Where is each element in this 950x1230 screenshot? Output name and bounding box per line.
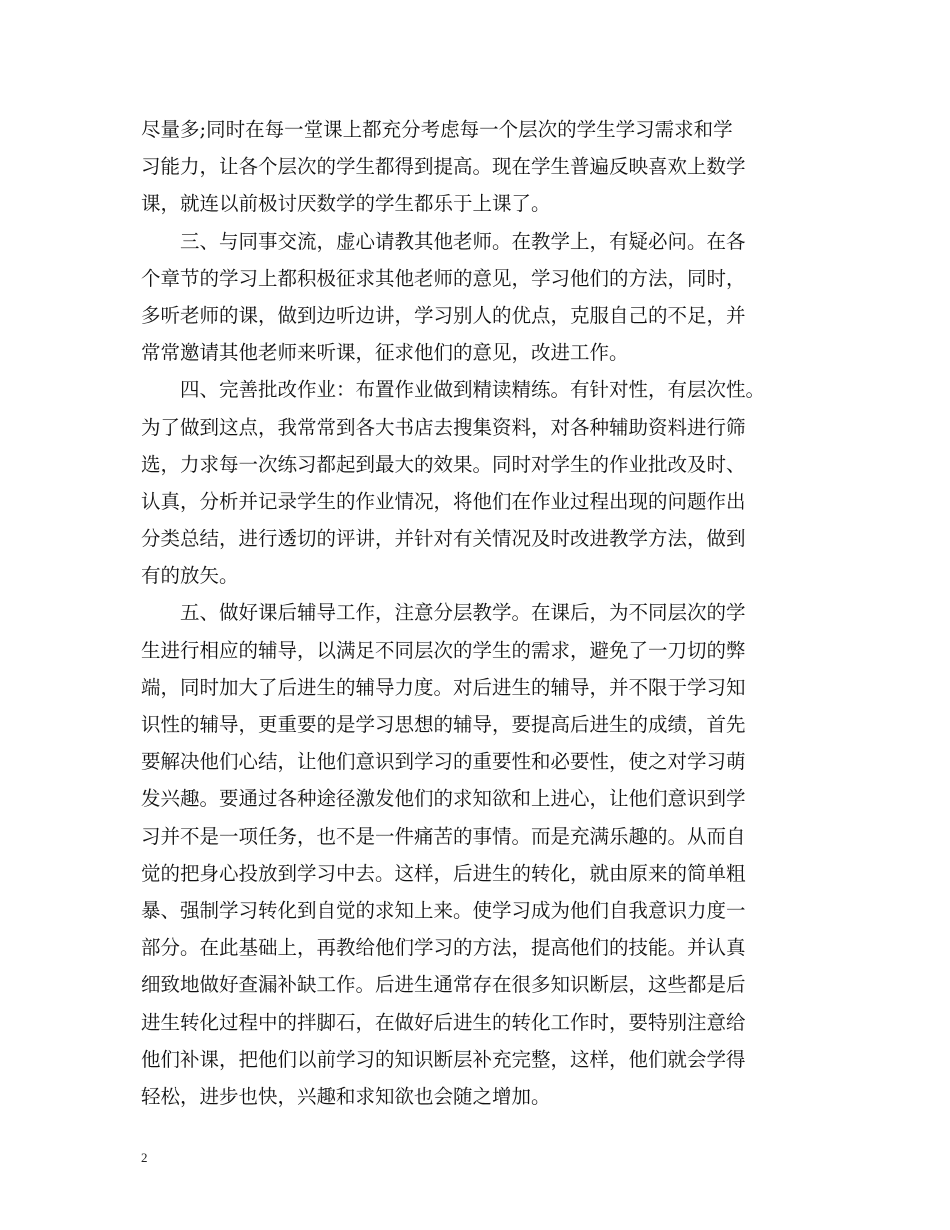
text-line: 暴、强制学习转化到自觉的求知上来。使学习成为他们自我意识力度一 bbox=[141, 898, 746, 922]
text-line: 四、完善批改作业：布置作业做到精读精练。有针对性，有层次性。 bbox=[180, 378, 766, 402]
paragraph-4 bbox=[141, 594, 831, 1115]
paragraph-3 bbox=[141, 371, 831, 594]
text-line: 习能力，让各个层次的学生都得到提高。现在学生普遍反映喜欢上数学 bbox=[141, 155, 746, 179]
text-line: 他们补课，把他们以前学习的知识断层补充完整，这样，他们就会学得 bbox=[141, 1047, 746, 1071]
text-line: 多听老师的课，做到边听边讲，学习别人的优点，克服自己的不足，并 bbox=[141, 303, 746, 327]
text-line: 端，同时加大了后进生的辅导力度。对后进生的辅导，并不限于学习知 bbox=[141, 675, 746, 699]
paragraph-2 bbox=[141, 223, 831, 372]
text-line: 分类总结，进行透切的评讲，并针对有关情况及时改进教学方法，做到 bbox=[141, 527, 746, 551]
page-number: 2 bbox=[141, 1150, 148, 1165]
text-line: 识性的辅导，更重要的是学习思想的辅导，要提高后进生的成绩，首先 bbox=[141, 713, 746, 736]
text-line: 习并不是一项任务，也不是一件痛苦的事情。而是充满乐趣的。从而自 bbox=[141, 824, 746, 848]
text-line: 课，就连以前极讨厌数学的学生都乐于上课了。 bbox=[141, 192, 551, 216]
text-line: 进生转化过程中的拌脚石，在做好后进生的转化工作时，要特别注意给 bbox=[141, 1010, 746, 1034]
text-line: 个章节的学习上都积极征求其他老师的意见，学习他们的方法，同时， bbox=[141, 266, 746, 290]
text-line: 五、做好课后辅导工作，注意分层教学。在课后，为不同层次的学 bbox=[180, 601, 746, 625]
text-line: 有的放矢。 bbox=[141, 564, 239, 588]
text-line: 细致地做好查漏补缺工作。后进生通常存在很多知识断层，这些都是后 bbox=[141, 973, 746, 997]
text-line: 尽量多;同时在每一堂课上都充分考虑每一个层次的学生学习需求和学 bbox=[141, 118, 733, 141]
text-line: 生进行相应的辅导，以满足不同层次的学生的需求，避免了一刀切的弊 bbox=[141, 638, 746, 662]
paragraph-1 bbox=[141, 111, 831, 223]
text-line: 认真，分析并记录学生的作业情况，将他们在作业过程出现的问题作出 bbox=[141, 489, 746, 513]
text-line: 觉的把身心投放到学习中去。这样，后进生的转化，就由原来的简单粗 bbox=[141, 861, 746, 885]
document-body bbox=[141, 111, 831, 1115]
text-line: 常常邀请其他老师来听课，征求他们的意见，改进工作。 bbox=[141, 341, 629, 365]
text-line: 选，力求每一次练习都起到最大的效果。同时对学生的作业批改及时、 bbox=[141, 452, 746, 476]
text-line: 要解决他们心结，让他们意识到学习的重要性和必要性，使之对学习萌 bbox=[141, 750, 746, 774]
text-line: 为了做到这点，我常常到各大书店去搜集资料，对各种辅助资料进行筛 bbox=[141, 415, 746, 439]
text-line: 部分。在此基础上，再教给他们学习的方法，提高他们的技能。并认真 bbox=[141, 936, 746, 960]
text-line: 轻松，进步也快，兴趣和求知欲也会随之增加。 bbox=[141, 1084, 551, 1108]
text-line: 三、与同事交流，虚心请教其他老师。在教学上，有疑必问。在各 bbox=[180, 229, 746, 253]
text-line: 发兴趣。要通过各种途径激发他们的求知欲和上进心，让他们意识到学 bbox=[141, 787, 746, 811]
